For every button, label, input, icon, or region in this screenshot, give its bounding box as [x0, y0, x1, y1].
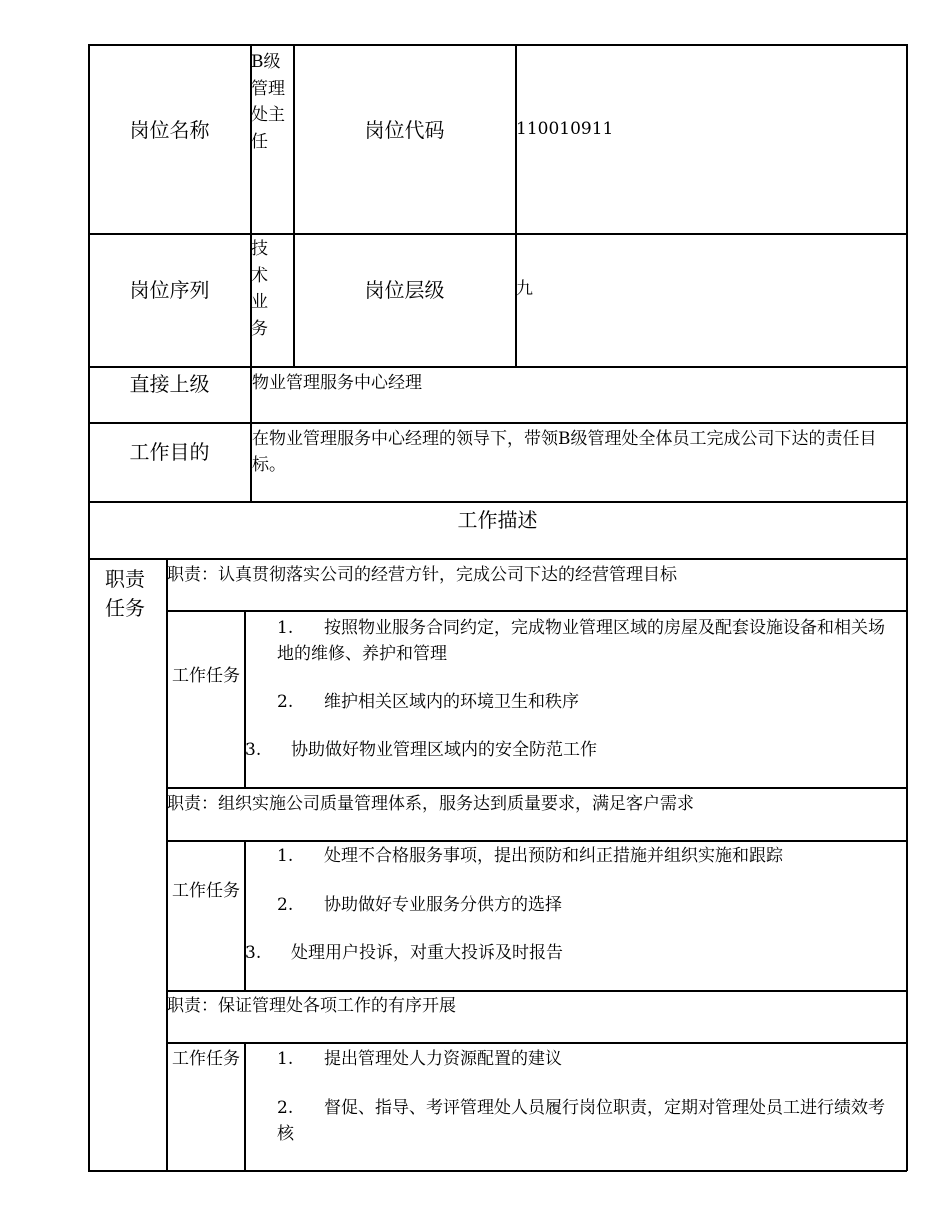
task-2-3-num: 3. — [245, 943, 262, 963]
supervisor-label: 直接上级 — [129, 372, 210, 396]
task-1-2-num: 2. — [277, 692, 294, 712]
row-divider — [88, 501, 907, 503]
work-description-title: 工作描述 — [457, 508, 538, 532]
task-label-1: 工作任务 — [172, 666, 240, 686]
post-level-label: 岗位层级 — [364, 278, 445, 302]
purpose-value: 在物业管理服务中心经理的领导下，带领B级管理处全体员工完成公司下达的责任目标。 — [252, 429, 877, 475]
table-border-bottom — [88, 1170, 907, 1172]
duty-task-side-label: 职责任务 — [105, 567, 145, 620]
post-name-label: 岗位名称 — [129, 118, 210, 142]
task-1-1-num: 1. — [277, 618, 294, 638]
duty-1: 职责：认真贯彻落实公司的经营方针，完成公司下达的经营管理目标 — [167, 565, 677, 585]
post-code-value: 110010911 — [516, 119, 614, 139]
col-divider — [244, 840, 246, 991]
task-3-2-text: 督促、指导、考评管理处人员履行岗位职责，定期对管理处员工进行绩效考核 — [277, 1098, 885, 1144]
post-series-value: 技术业务 — [251, 239, 268, 339]
table-border-left — [88, 44, 90, 1171]
task-3-1-text: 提出管理处人力资源配置的建议 — [324, 1049, 562, 1069]
task-1-2-text: 维护相关区域内的环境卫生和秩序 — [324, 692, 579, 712]
task-label-3: 工作任务 — [172, 1049, 240, 1069]
post-series-label: 岗位序列 — [129, 278, 210, 302]
post-code-label: 岗位代码 — [364, 118, 445, 142]
col-divider — [293, 44, 295, 367]
task-1-1-text: 按照物业服务合同约定，完成物业管理区域的房屋及配套设施设备和相关场地的维修、养护和管理 — [277, 618, 885, 664]
task-2-1-num: 1. — [277, 846, 294, 866]
purpose-label: 工作目的 — [129, 440, 210, 464]
row-divider — [88, 366, 907, 368]
duty-2: 职责：组织实施公司质量管理体系，服务达到质量要求，满足客户需求 — [167, 794, 694, 814]
duty-3: 职责：保证管理处各项工作的有序开展 — [167, 996, 456, 1016]
row-divider — [166, 840, 907, 842]
col-divider — [166, 558, 168, 1171]
row-divider — [88, 233, 907, 235]
table-border-right — [906, 44, 908, 1171]
row-divider — [166, 990, 907, 992]
row-divider — [88, 558, 907, 560]
task-2-2-num: 2. — [277, 895, 294, 915]
task-1-3-num: 3. — [245, 740, 262, 760]
task-2-3-text: 处理用户投诉，对重大投诉及时报告 — [291, 943, 563, 963]
row-divider — [88, 422, 907, 424]
col-divider — [515, 44, 517, 367]
task-3-1-num: 1. — [277, 1049, 294, 1069]
task-1-3-text: 协助做好物业管理区域内的安全防范工作 — [291, 740, 597, 760]
table-border-top — [88, 44, 907, 46]
row-divider — [166, 787, 907, 789]
row-divider — [166, 610, 907, 612]
task-label-2: 工作任务 — [172, 881, 240, 901]
col-divider — [244, 1042, 246, 1171]
post-name-value: B级管理处主任 — [251, 52, 285, 152]
task-3-2-num: 2. — [277, 1098, 294, 1118]
supervisor-value: 物业管理服务中心经理 — [252, 373, 422, 393]
task-2-2-text: 协助做好专业服务分供方的选择 — [324, 895, 562, 915]
row-divider — [166, 1042, 907, 1044]
task-2-1-text: 处理不合格服务事项，提出预防和纠正措施并组织实施和跟踪 — [324, 846, 783, 866]
post-level-value: 九 — [516, 279, 533, 299]
